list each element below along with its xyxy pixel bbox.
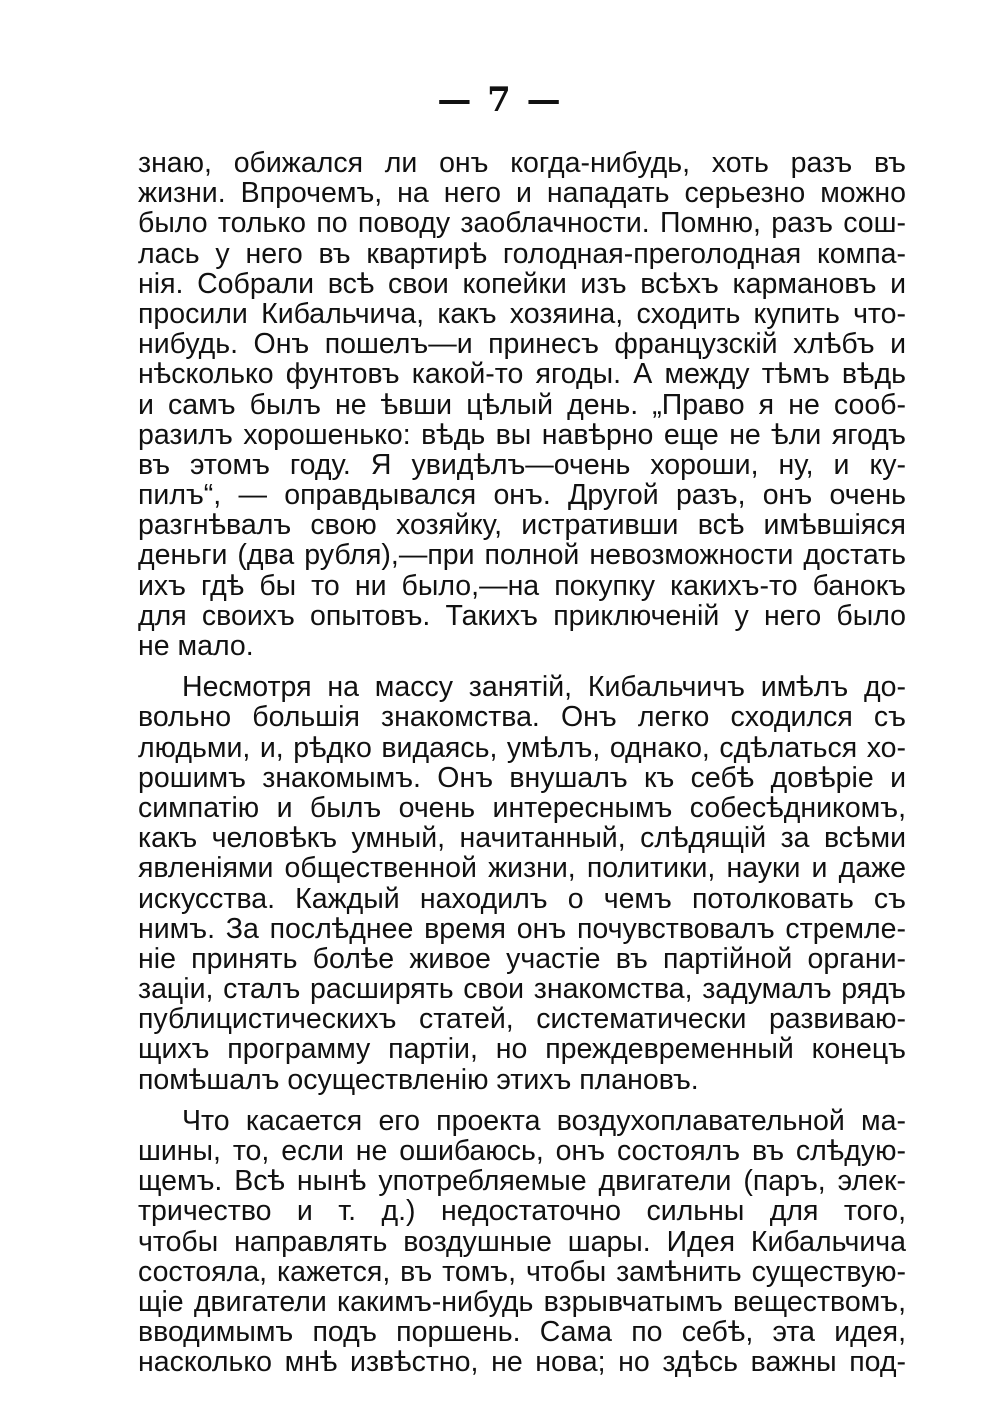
body-text: [138, 148, 906, 1378]
text-line: какъ человѣкъ умный, начитанный, слѣдящій за всѣми: [138, 822, 906, 855]
text-line: нѣсколько фунтовъ какой-то ягоды. А между тѣмъ вѣдь: [138, 358, 906, 391]
text-line: вводимымъ подъ поршень. Сама по себѣ, эта идея,: [138, 1316, 906, 1349]
text-line: шины, то, если не ошибаюсь, онъ состоялъ въ слѣдую-: [138, 1135, 906, 1167]
text-line: чтобы направлять воздушные шары. Идея Кибальчича: [138, 1225, 906, 1258]
text-line: щемъ. Всѣ нынѣ употребляемые двигатели (паръ, элек-: [138, 1165, 906, 1198]
text-line: въ этомъ году. Я увидѣлъ—очень хороши, ну, и ку-: [138, 448, 906, 481]
text-line: нибудь. Онъ пошелъ—и принесъ французскій хлѣбъ и: [138, 328, 906, 361]
text-line: щіе двигатели какимъ-нибудь взрывчатымъ веществомъ,: [138, 1285, 906, 1318]
text-line: знаю, обижался ли онъ когда-нибудь, хоть разъ въ: [138, 147, 906, 179]
text-line: просили Кибальчича, какъ хозяина, сходить купить что-: [138, 297, 906, 330]
text-line: и самъ былъ не ѣвши цѣлый день. „Право я не сооб-: [138, 388, 906, 421]
text-line: ихъ гдѣ бы то ни было,—на покупку какихъ-то банокъ: [138, 569, 906, 602]
text-line: людьми, и, рѣдко видаясь, умѣлъ, однако, сдѣлаться хо-: [138, 731, 906, 764]
text-line: публицистическихъ статей, систематически развиваю-: [138, 1003, 906, 1036]
text-line: разилъ хорошенько: вѣдь вы навѣрно еще не ѣли ягодъ: [138, 418, 906, 451]
text-line: для своихъ опытовъ. Такихъ приключеній у него было: [138, 599, 906, 632]
page-number: — 7 —: [437, 80, 563, 120]
text-line: Несмотря на массу занятій, Кибальчичъ имѣлъ до-: [182, 671, 906, 704]
text-line: симпатію и былъ очень интереснымъ собесѣдникомъ,: [138, 791, 906, 824]
paragraph-2: [138, 672, 906, 1095]
text-line: нимъ. За послѣднее время онъ почувствовалъ стремле-: [138, 912, 906, 945]
text-line: деньги (два рубля),—при полной невозможности достать: [138, 539, 906, 572]
text-line: ніе принять болѣе живое участіе въ партійной органи-: [138, 942, 906, 975]
paragraph-1: [138, 148, 906, 661]
text-line: разгнѣвалъ свою хозяйку, истративши всѣ имѣвшіяся: [138, 509, 906, 542]
text-line: состояла, кажется, въ томъ, чтобы замѣнить существую-: [138, 1255, 906, 1288]
text-line: заціи, сталъ расширять свои знакомства, задумалъ рядъ: [138, 973, 906, 1006]
text-line: тричество и т. д.) недостаточно сильны для того,: [138, 1195, 906, 1228]
text-line: помѣшалъ осуществленію этихъ плановъ.: [138, 1063, 699, 1096]
paragraph-3: [138, 1106, 906, 1378]
text-line: насколько мнѣ извѣстно, не нова; но здѣсь важны под-: [138, 1346, 906, 1379]
text-line: щихъ программу партіи, но преждевременный конецъ: [138, 1033, 906, 1066]
text-line: вольно большія знакомства. Онъ легко сходился съ: [138, 701, 906, 734]
text-line: не мало.: [138, 630, 254, 662]
text-line: лась у него въ квартирѣ голодная-преголодная компа-: [138, 237, 906, 270]
text-line: пилъ“, — оправдывался онъ. Другой разъ, онъ очень: [138, 479, 906, 512]
text-line: жизни. Впрочемъ, на него и нападать серьезно можно: [138, 177, 906, 210]
text-line: Что касается его проекта воздухоплавательной ма-: [182, 1104, 906, 1137]
text-line: явленіями общественной жизни, политики, науки и даже: [138, 852, 906, 885]
text-line: было только по поводу заоблачности. Помню, разъ сош-: [138, 207, 906, 240]
text-line: искусства. Каждый находилъ о чемъ потолковать съ: [138, 882, 906, 915]
text-line: рошимъ знакомымъ. Онъ внушалъ къ себѣ довѣріе и: [138, 761, 906, 794]
text-line: нія. Собрали всѣ свои копейки изъ всѣхъ кармановъ и: [138, 267, 906, 300]
